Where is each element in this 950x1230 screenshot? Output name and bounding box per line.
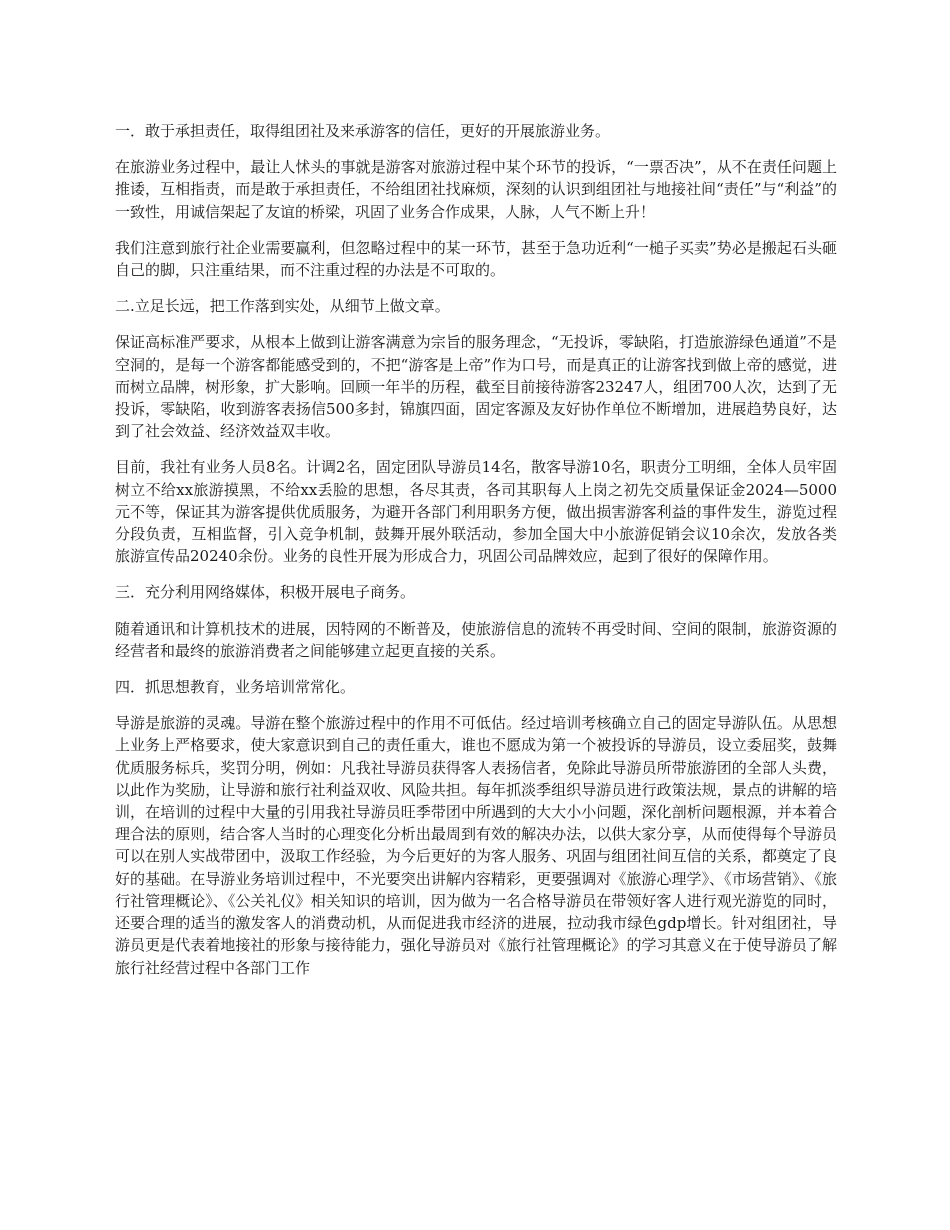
heading-4: 四．抓思想教育，业务培训常常化。: [115, 678, 356, 697]
paragraph-internet: 随着通讯和计算机技术的进展，因特网的不断普及，使旅游信息的流转不再受时间、空间的限制，旅游资源的经营者和最终的旅游消费者之间能够建立起更直接的关系。: [115, 619, 837, 660]
heading-1: 一．敢于承担责任，取得组团社及来承游客的信任，更好的开展旅游业务。: [115, 122, 611, 140]
paragraph-complaints: 在旅游业务过程中，最让人怵头的事就是游客对旅游过程中某个环节的投诉，“一票否决”，从不在责任问题上推诿，互相指责，而是敢于承担责任，不给组团社找麻烦，深刻的认识到组团社与地接社间“责任”与“利益”的一致性，用诚信架起了友谊的桥梁，巩固了业务合作成果，人脉，人气不断上升！: [115, 158, 837, 221]
heading-2: 二.立足长远，把工作落到实处，从细节上做文章。: [115, 297, 450, 316]
paragraph-staff: 目前，我社有业务人员8名。计调2名，固定团队导游员14名，散客导游10名，职责分工明细，全体人员牢固树立不给xx旅游摸黑，不给xx丢脸的思想，各尽其责，各司其职每人上岗之初先交质量保证金2024—5000元不等，保证其为游客提供优质服务，为避开各部门利用职务方便，做出损害游客利益的事件发生，游览过程分段负责，互相监督，引入竞争机制，鼓舞开展外联活动，参加全国大中小旅游促销会议10余次，发放各类旅游宣传品20240余份。业务的良性开展为形成合力，巩固公司品牌效应，起到了很好的保障作用。: [115, 458, 837, 566]
paragraph-standards: 保证高标准严要求，从根本上做到让游客满意为宗旨的服务理念，“无投诉，零缺陷，打造旅游绿色通道”不是空洞的，是每一个游客都能感受到的，不把“游客是上帝”作为口号，而是真正的让游客找到做上帝的感觉，进而树立品牌，树形象，扩大影响。回顾一年半的历程，截至目前接待游客23247人，组团700人次，达到了无投诉，零缺陷，收到游客表扬信500多封，锦旗四面，固定客源及友好协作单位不断增加，进展趋势良好，达到了社会效益、经济效益双丰收。: [115, 333, 837, 441]
paragraph-training: 导游是旅游的灵魂。导游在整个旅游过程中的作用不可低估。经过培训考核确立自己的固定导游队伍。从思想上业务上严格要求，使大家意识到自己的责任重大，谁也不愿成为第一个被投诉的导游员，设立委屈奖，鼓舞优质服务标兵，奖罚分明，例如：凡我社导游员获得客人表扬信者，免除此导游员所带旅游团的全部人头费，以此作为奖励，让导游和旅行社利益双收、风险共担。每年抓淡季组织导游员进行政策法规，景点的讲解的培训，在培训的过程中大量的引用我社导游员旺季带团中所遇到的大大小小问题，深化剖析问题根源，并本着合理合法的原则，结合客人当时的心理变化分析出最周到有效的解决办法，以供大家分享，从而使得每个导游员可以在别人实战带团中，汲取工作经验，为今后更好的为客人服务、巩固与组团社间互信的关系，都奠定了良好的基础。在导游业务培训过程中，不光要突出讲解内容精彩，更要强调对《旅游心理学》、《市场营销》、《旅行社管理概论》、《公关礼仪》相关知识的培训，因为做为一名合格导游员在带领好客人进行观光游览的同时，还要合理的适当的激发客人的消费动机，从而促进我市经济的进展，拉动我市绿色gdp增长。针对组团社，导游员更是代表着地接社的形象与接待能力，强化导游员对《旅行社管理概论》的学习其意义在于使导游员了解旅行社经营过程中各部门工作: [115, 714, 837, 977]
paragraph-profit: 我们注意到旅行社企业需要赢利，但忽略过程中的某一环节，甚至于急功近利“一槌子买卖”势必是搬起石头砸自己的脚，只注重结果，而不注重过程的办法是不可取的。: [115, 238, 837, 280]
heading-3: 三．充分利用网络媒体，积极开展电子商务。: [115, 583, 416, 602]
document-body: [115, 120, 837, 993]
